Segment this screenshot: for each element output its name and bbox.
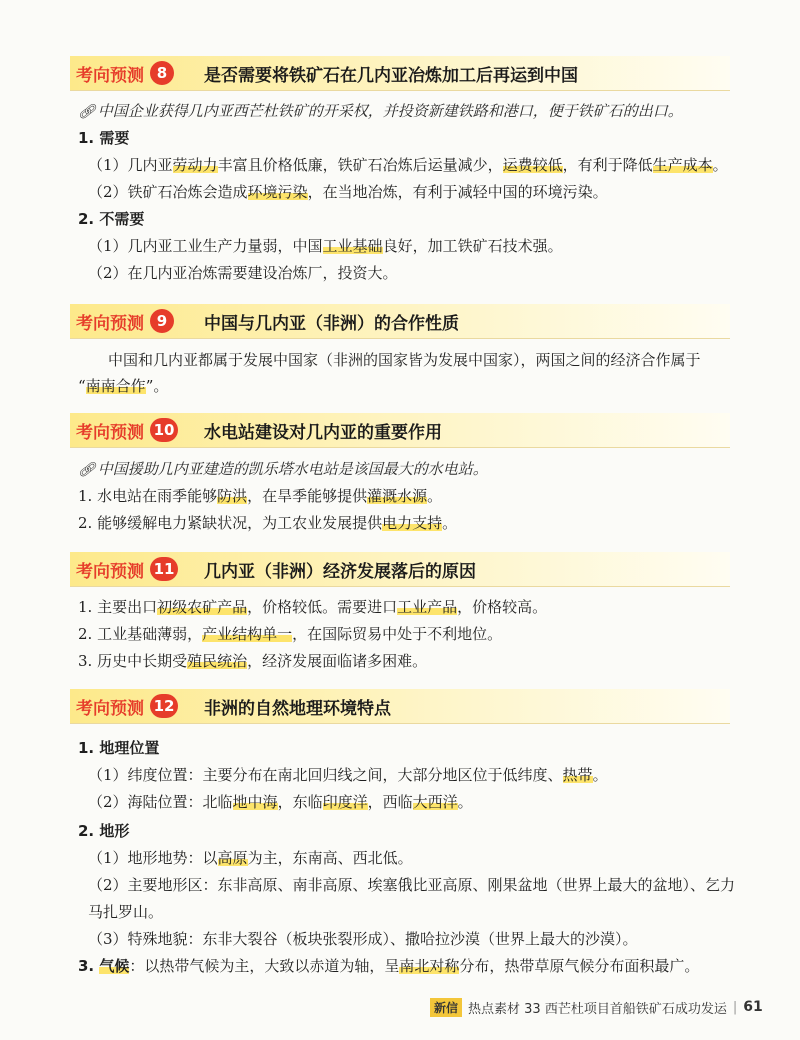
section-tag xyxy=(76,693,178,719)
paragraph-line: 中国和几内亚都属于发展中国家（非洲的国家皆为发展中国家），两国之间的经济合作属于 xyxy=(108,351,701,369)
highlight: 灌溉水源 xyxy=(367,487,428,505)
text: 为主，东南高、西北低。 xyxy=(247,849,413,867)
section-tag xyxy=(76,308,174,334)
heading: 2. 地形 xyxy=(78,822,130,840)
text-line xyxy=(88,848,413,868)
text: 3. xyxy=(78,957,100,975)
text: ，在国际贸易中处于不利地位。 xyxy=(292,625,503,643)
section-tag xyxy=(76,417,178,443)
highlight: 南南合作 xyxy=(85,377,146,395)
highlight: 热带 xyxy=(562,766,593,784)
text: （1）地形地势：以 xyxy=(88,849,218,867)
tag-label: 考向预测 xyxy=(76,65,144,86)
highlight: 工业基础 xyxy=(322,237,383,255)
text: ：以热带气候为主，大致以赤道为轴，呈 xyxy=(129,957,400,975)
text: ，经济发展面临诸多困难。 xyxy=(247,652,428,670)
text-line xyxy=(88,236,563,256)
text-line: （3）特殊地貌：东非大裂谷（板块张裂形成）、撒哈拉沙漠（世界上最大的沙漠）。 xyxy=(88,930,638,948)
text: ，有利于降低 xyxy=(562,156,653,174)
link-icon: 🔗︎ xyxy=(78,104,96,120)
highlight: 高原 xyxy=(217,849,248,867)
text: 。 xyxy=(592,766,608,784)
text: ，价格较高。 xyxy=(457,598,548,616)
footer-badge: 新信 xyxy=(430,998,462,1017)
footer-text: 热点素材 33 西芒杜项目首船铁矿石成功发运 xyxy=(468,1001,727,1017)
page-number: 61 xyxy=(743,999,763,1015)
note-line xyxy=(78,101,683,122)
section-title: 非洲的自然地理环境特点 xyxy=(204,699,391,719)
text-line xyxy=(88,182,608,202)
text: 3. 历史中长期受 xyxy=(78,652,188,670)
section-title: 几内亚（非洲）经济发展落后的原因 xyxy=(204,562,476,582)
tag-label: 考向预测 xyxy=(76,698,144,719)
text: 1. 主要出口 xyxy=(78,598,158,616)
text-line xyxy=(78,624,502,644)
highlight: 劳动力 xyxy=(172,156,218,174)
highlight: 产业结构单一 xyxy=(202,625,293,643)
text: 良好，加工铁矿石技术强。 xyxy=(382,237,563,255)
text-line: （2）在几内亚冶炼需要建设冶炼厂，投资大。 xyxy=(88,264,398,282)
text: （1）几内亚 xyxy=(88,156,173,174)
text: 。 xyxy=(712,156,728,174)
text: “ xyxy=(78,377,86,395)
text-line xyxy=(88,765,608,785)
highlight: 气候 xyxy=(99,957,130,975)
text-line: 马扎罗山。 xyxy=(88,903,164,921)
note-text: 中国援助几内亚建造的凯乐塔水电站是该国最大的水电站。 xyxy=(97,460,488,478)
text-line xyxy=(88,792,473,812)
text: （2）海陆位置：北临 xyxy=(88,793,233,811)
tag-label: 考向预测 xyxy=(76,561,144,582)
text: （2）铁矿石冶炼会造成 xyxy=(88,183,248,201)
section-title: 是否需要将铁矿石在几内亚冶炼加工后再运到中国 xyxy=(204,66,578,86)
paragraph-line xyxy=(78,376,168,396)
text-line xyxy=(88,155,728,175)
section-tag xyxy=(76,556,178,582)
text-line xyxy=(78,651,427,671)
tag-number: 8 xyxy=(150,61,174,85)
section-header-11 xyxy=(70,552,730,587)
highlight: 大西洋 xyxy=(412,793,458,811)
link-icon: 🔗︎ xyxy=(78,462,96,478)
tag-label: 考向预测 xyxy=(76,422,144,443)
highlight: 电力支持 xyxy=(382,514,443,532)
heading: 1. 需要 xyxy=(78,129,130,147)
text: （1）纬度位置：主要分布在南北回归线之间，大部分地区位于低纬度、 xyxy=(88,766,563,784)
text: 。 xyxy=(442,514,458,532)
text: 2. 能够缓解电力紧缺状况，为工农业发展提供 xyxy=(78,514,383,532)
text-line xyxy=(78,597,547,617)
highlight: 工业产品 xyxy=(397,598,458,616)
section-header-12 xyxy=(70,689,730,724)
section-header-8 xyxy=(70,56,730,91)
heading: 1. 地理位置 xyxy=(78,739,160,757)
highlight: 殖民统治 xyxy=(187,652,248,670)
highlight: 地中海 xyxy=(232,793,278,811)
text: 丰富且价格低廉，铁矿石冶炼后运量减少， xyxy=(217,156,503,174)
note-text: 中国企业获得几内亚西芒杜铁矿的开采权，并投资新建铁路和港口，便于铁矿石的出口。 xyxy=(97,102,683,120)
text: ，东临 xyxy=(277,793,323,811)
text: ，在旱季能够提供 xyxy=(247,487,368,505)
text: ”。 xyxy=(145,377,169,395)
text: 分布，热带草原气候分布面积最广。 xyxy=(459,957,700,975)
text: （1）几内亚工业生产力量弱，中国 xyxy=(88,237,323,255)
tag-number: 9 xyxy=(150,309,174,333)
tag-number: 10 xyxy=(150,418,178,442)
highlight: 运费较低 xyxy=(502,156,563,174)
text: 1. 水电站在雨季能够 xyxy=(78,487,218,505)
section-header-9 xyxy=(70,304,730,339)
text-line xyxy=(78,956,699,976)
page-footer xyxy=(430,996,763,1018)
footer-separator: | xyxy=(732,999,738,1015)
text-line xyxy=(78,486,442,506)
text: 2. 工业基础薄弱， xyxy=(78,625,203,643)
highlight: 南北对称 xyxy=(399,957,460,975)
highlight: 防洪 xyxy=(217,487,248,505)
section-title: 中国与几内亚（非洲）的合作性质 xyxy=(204,314,459,334)
heading: 2. 不需要 xyxy=(78,210,145,228)
text: 。 xyxy=(457,793,473,811)
tag-number: 11 xyxy=(150,557,178,581)
highlight: 生产成本 xyxy=(652,156,713,174)
text: 。 xyxy=(427,487,443,505)
tag-number: 12 xyxy=(150,694,178,718)
tag-label: 考向预测 xyxy=(76,313,144,334)
section-title: 水电站建设对几内亚的重要作用 xyxy=(204,423,442,443)
text-line xyxy=(78,513,457,533)
highlight: 印度洋 xyxy=(322,793,368,811)
highlight: 初级农矿产品 xyxy=(157,598,248,616)
text: ，价格较低。需要进口 xyxy=(247,598,398,616)
text-line: （2）主要地形区：东非高原、南非高原、埃塞俄比亚高原、刚果盆地（世界上最大的盆地）、乞力 xyxy=(88,876,736,894)
text: ，在当地冶炼，有利于减轻中国的环境污染。 xyxy=(307,183,608,201)
note-line xyxy=(78,459,488,480)
text: ，西临 xyxy=(367,793,413,811)
highlight: 环境污染 xyxy=(247,183,308,201)
section-header-10 xyxy=(70,413,730,448)
section-tag xyxy=(76,60,174,86)
